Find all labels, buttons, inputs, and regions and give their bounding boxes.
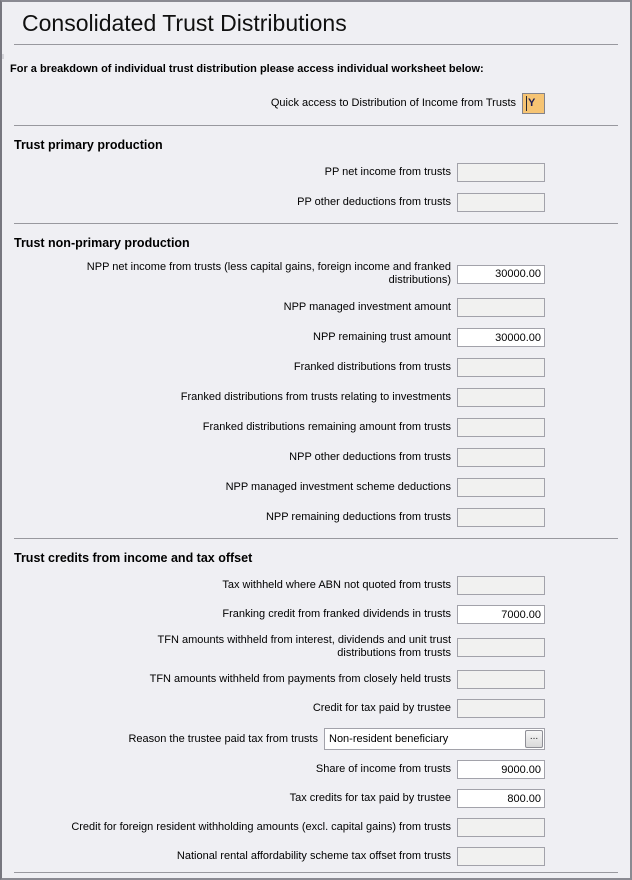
pp-net-income-from-trusts-input[interactable]	[457, 163, 545, 182]
npp-remaining-trust-amount-input[interactable]	[457, 328, 545, 347]
npp-net-income-input[interactable]	[457, 265, 545, 284]
field-label: TFN amounts withheld from interest, dividends and unit trust distributions from trusts	[157, 634, 451, 659]
franking-credit-input[interactable]	[457, 605, 545, 624]
section-title: Trust credits from income and tax offset	[14, 551, 253, 565]
form-row	[14, 847, 545, 866]
field-label: Share of income from trusts	[315, 763, 451, 775]
form-row	[14, 634, 545, 660]
section-divider	[14, 538, 618, 539]
tax-withheld-abn-input[interactable]	[457, 576, 545, 595]
form-row	[14, 789, 545, 808]
reason-trustee-value: Non-resident beneficiary	[329, 733, 449, 745]
form-row	[14, 261, 545, 287]
form-row	[14, 298, 545, 317]
reason-trustee-dropdown[interactable]	[324, 728, 545, 750]
field-label: NPP managed investment scheme deductions	[225, 481, 451, 493]
credit-foreign-resident-input[interactable]	[457, 818, 545, 837]
form-row	[14, 508, 545, 527]
field-label: NPP other deductions from trusts	[289, 451, 451, 463]
tfn-withheld-interest-input[interactable]	[457, 638, 545, 657]
form-row	[14, 576, 545, 595]
intro-text: For a breakdown of individual trust distribution please access individual worksheet below:	[10, 63, 484, 75]
field-label: Tax credits for tax paid by trustee	[289, 792, 451, 804]
form-row	[14, 193, 545, 212]
tfn-withheld-closely-held-input[interactable]	[457, 670, 545, 689]
reason-trustee-row	[14, 728, 545, 750]
section-divider	[14, 223, 618, 224]
form-row	[14, 448, 545, 467]
field-label: PP other deductions from trusts	[297, 196, 451, 208]
form-row	[14, 760, 545, 779]
field-label: NPP net income from trusts (less capital gains, foreign income and franked distributions)	[86, 261, 451, 286]
section-trust-credits	[2, 551, 630, 866]
form-row	[14, 328, 545, 347]
field-label: NPP remaining trust amount	[313, 331, 451, 343]
field-label: National rental affordability scheme tax offset from trusts	[176, 850, 451, 862]
field-label: PP net income from trusts	[324, 166, 451, 178]
ellipsis-button[interactable]: ...	[525, 730, 543, 748]
form-row	[14, 818, 545, 837]
quick-access-label: Quick access to Distribution of Income from Trusts	[270, 97, 516, 109]
credit-tax-paid-trustee-input[interactable]	[457, 699, 545, 718]
share-of-income-input[interactable]	[457, 760, 545, 779]
form-row	[14, 670, 545, 689]
field-label: Franked distributions remaining amount from trusts	[202, 421, 451, 433]
field-label: NPP managed investment amount	[283, 301, 451, 313]
field-label: Tax withheld where ABN not quoted from trusts	[222, 579, 451, 591]
npp-managed-investment-scheme-deductions-input[interactable]	[457, 478, 545, 497]
quick-access-input[interactable]	[522, 93, 545, 114]
form-row	[14, 605, 545, 624]
left-edge-notch	[0, 54, 4, 59]
form-row	[14, 699, 545, 718]
section-trust-non-primary-production	[2, 236, 630, 527]
field-label: Credit for foreign resident withholding amounts (excl. capital gains) from trusts	[71, 821, 451, 833]
franked-distributions-input[interactable]	[457, 358, 545, 377]
quick-access-value: Y	[528, 97, 536, 109]
field-label: Franked distributions from trusts	[293, 361, 451, 373]
franked-distributions-remaining-input[interactable]	[457, 418, 545, 437]
npp-other-deductions-input[interactable]	[457, 448, 545, 467]
form-row	[14, 163, 545, 182]
field-label: Franked distributions from trusts relating to investments	[180, 391, 451, 403]
form-row	[14, 478, 545, 497]
tax-credits-trustee-input[interactable]	[457, 789, 545, 808]
section-title: Trust non-primary production	[14, 236, 190, 250]
form-row	[14, 358, 545, 377]
quick-access-row	[14, 93, 545, 114]
pp-other-deductions-input[interactable]	[457, 193, 545, 212]
form-row	[14, 418, 545, 437]
npp-remaining-deductions-input[interactable]	[457, 508, 545, 527]
field-label: Credit for tax paid by trustee	[312, 702, 451, 714]
field-label: Franking credit from franked dividends in trusts	[222, 608, 451, 620]
field-label: TFN amounts withheld from payments from closely held trusts	[149, 673, 451, 685]
bottom-divider	[14, 872, 618, 873]
section-title: Trust primary production	[14, 138, 163, 152]
section-trust-primary-production	[2, 138, 630, 212]
field-label: NPP remaining deductions from trusts	[265, 511, 451, 523]
section-divider	[14, 125, 618, 126]
national-rental-offset-input[interactable]	[457, 847, 545, 866]
form-row	[14, 388, 545, 407]
franked-distributions-investments-input[interactable]	[457, 388, 545, 407]
page-title: Consolidated Trust Distributions	[22, 10, 347, 36]
title-divider	[14, 44, 618, 45]
npp-managed-investment-amount-input[interactable]	[457, 298, 545, 317]
field-label: Reason the trustee paid tax from trusts	[128, 732, 318, 745]
